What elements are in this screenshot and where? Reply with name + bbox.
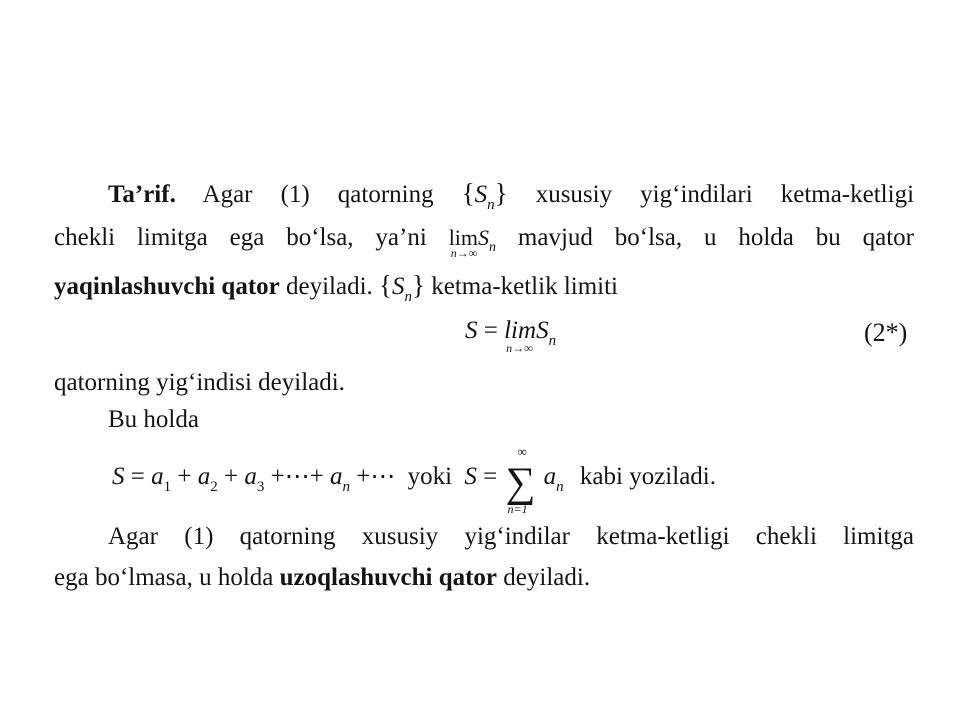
- definition-line-1: Ta’rif. Agar (1) qatorning $\{S_n\}$ xususiy yig‘indilari ketma-ketligi: [108, 178, 915, 213]
- divergent-series-term: uzoqlashuvchi qator: [279, 564, 498, 591]
- formula-number: (2*): [864, 318, 908, 347]
- paragraph3-line-2: ega bo‘lmasa, u holda uzoqlashuvchi qator deyiladi.: [54, 564, 591, 591]
- word-yoki: yoki: [407, 463, 453, 490]
- kabi-yoziladi: kabi yoziladi.: [579, 463, 716, 490]
- definition-title: Ta’rif.: [108, 181, 176, 208]
- convergent-series-term: yaqinlashuvchi qator: [54, 273, 280, 300]
- definition-line-5: qatorning yig‘indisi deyiladi.: [54, 369, 345, 396]
- summation-symbol: ∞ ∑ n=1: [505, 444, 536, 516]
- definition-line-2: chekli limitga ega bo‘lsa, ya’ni limS$_n$ n→∞ mavjud bo‘lsa, u holda bu qator: [54, 224, 915, 260]
- partial-sums-sequence: $\{S_n\}$: [461, 178, 508, 213]
- definition-line-3: yaqinlashuvchi qator deyiladi. $\{S_n\}$ ketma-ketlik limiti: [54, 270, 619, 305]
- partial-sums-sequence-2: $\{S_n\}$: [379, 270, 425, 305]
- paragraph3-line-1: Agar (1) qatorning xususiy yig‘indilar ketma-ketligi chekli limitga: [108, 523, 914, 550]
- sum-limit-formula: S = lim n→∞ $S_n$: [465, 317, 557, 355]
- series-formula-line: $S = a_1 + a_2 + a_3$ +⋯+ $a_n$ +⋯ yoki S = ∞ ∑ n=1 $a_n$ kabi yoziladi.: [112, 444, 716, 516]
- limit-expression: limS$_n$ n→∞: [448, 225, 497, 260]
- paragraph2-intro: Bu holda: [108, 406, 199, 433]
